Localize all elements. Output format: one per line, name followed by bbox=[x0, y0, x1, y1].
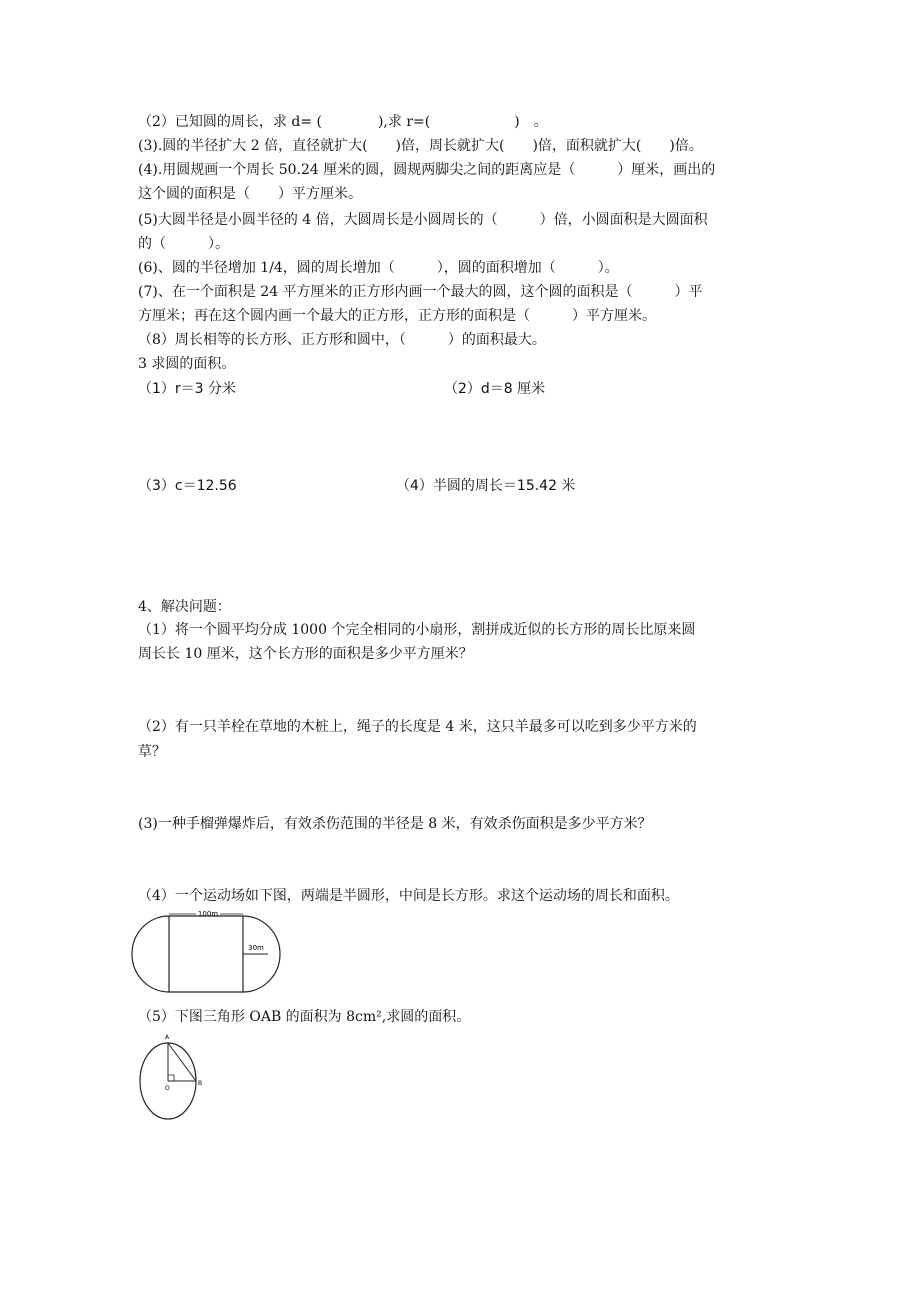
question-2: （2）已知圆的周长，求 d= ( ),求 r=( ) 。 bbox=[138, 114, 548, 130]
problem-3: (3)一种手榴弹爆炸后，有效杀伤范围的半径是 8 米，有效杀伤面积是多少平方米？ bbox=[138, 816, 652, 832]
question-7-line-2: 方厘米；再在这个圆内画一个最大的正方形，正方形的面积是（ ）平方厘米。 bbox=[138, 308, 656, 324]
section-4-title: 4、解决问题： bbox=[138, 599, 231, 615]
question-6: (6)、圆的半径增加 1/4，圆的周长增加（ ），圆的面积增加（ ）。 bbox=[138, 260, 619, 276]
problem-1-line-2: 周长长 10 厘米，这个长方形的面积是多少平方厘米？ bbox=[138, 646, 473, 662]
length-label: 100m bbox=[197, 910, 219, 918]
question-8: （8）周长相等的长方形、正方形和圆中，（ ）的面积最大。 bbox=[138, 332, 546, 348]
question-4-line-2: 这个圆的面积是（ ）平方厘米。 bbox=[138, 186, 362, 202]
question-7-line-1: (7)、在一个面积是 24 平方厘米的正方形内画一个最大的圆，这个圆的面积是（ ）平 bbox=[138, 284, 703, 300]
section-3-title: 3 求圆的面积。 bbox=[138, 356, 236, 372]
label-o: O bbox=[165, 1085, 170, 1092]
area-question-3: （3）c＝12.56 bbox=[138, 478, 237, 494]
radius-label: 30m bbox=[248, 944, 264, 952]
problem-2-line-2: 草？ bbox=[138, 744, 166, 760]
problem-5: （5）下图三角形 OAB 的面积为 8cm²,求圆的面积。 bbox=[138, 1009, 471, 1025]
label-a: A bbox=[165, 1034, 170, 1041]
label-b: B bbox=[198, 1080, 203, 1087]
question-4-line-1: (4).用圆规画一个周长 50.24 厘米的圆，圆规两脚尖之间的距离应是（ ）厘米，画出的 bbox=[138, 162, 716, 178]
right-angle-mark bbox=[168, 1075, 174, 1081]
question-5-line-2: 的（ ）。 bbox=[138, 236, 229, 252]
area-question-1: （1）r＝3 分米 bbox=[138, 381, 237, 397]
problem-4: （4）一个运动场如下图，两端是半圆形，中间是长方形。求这个运动场的周长和面积。 bbox=[138, 888, 679, 904]
circle-figure bbox=[136, 1030, 216, 1122]
question-5-line-1: (5)大圆半径是小圆半径的 4 倍，大圆周长是小圆周长的（ ）倍，小圆面积是大圆面积 bbox=[138, 212, 708, 228]
area-question-4: （4）半圆的周长＝15.42 米 bbox=[396, 478, 576, 494]
track-figure bbox=[136, 906, 276, 1000]
problem-2-line-1: （2）有一只羊栓在草地的木桩上，绳子的长度是 4 米，这只羊最多可以吃到多少平方米的 bbox=[138, 719, 697, 735]
question-3: (3).圆的半径扩大 2 倍，直径就扩大( )倍，周长就扩大( )倍，面积就扩大( )倍。 bbox=[138, 138, 703, 154]
area-question-2: （2）d＝8 厘米 bbox=[444, 381, 546, 397]
problem-1-line-1: （1）将一个圆平均分成 1000 个完全相同的小扇形，割拼成近似的长方形的周长比原来圆 bbox=[138, 622, 696, 638]
